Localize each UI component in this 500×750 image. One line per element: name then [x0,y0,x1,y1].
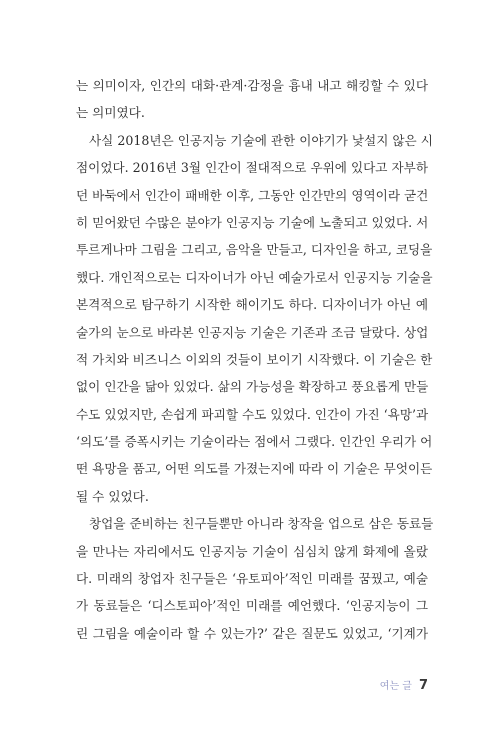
text-line: 는 의미이자, 인간의 대화·관계·감정을 흉내 내고 해킹할 수 있다 [76,78,428,93]
text-line: 다. 미래의 창업자 친구들은 ‘유토피아’적인 미래를 꿈꿨고, 예술 [76,571,428,587]
text-line: 수도 있었지만, 손쉽게 파괴할 수도 있었다. 인간이 가진 ‘욕망’과 [76,406,429,422]
text-line: 린 그림을 예술이라 할 수 있는가?’ 같은 질문도 있었고, ‘기계가 [76,625,428,641]
text-line: 했다. 개인적으로는 디자이너가 아닌 예술가로서 인공지능 기술을 [76,269,433,285]
text-line: 투르게나마 그림을 그리고, 음악을 만들고, 디자인을 하고, 코딩을 [76,242,433,258]
text-line: 을 만나는 자리에서도 인공지능 기술이 심심치 않게 화제에 올랐 [76,543,428,559]
text-line: 사실 2018년은 인공지능 기술에 관한 이야기가 낯설지 않은 시 [89,132,433,148]
text-line: 본격적으로 탐구하기 시작한 해이기도 하다. 디자이너가 아닌 예 [76,297,428,313]
text-line: 적 가치와 비즈니스 이외의 것들이 보이기 시작했다. 이 기술은 한 [76,351,433,367]
page-footer [380,677,428,693]
text-line: 떤 욕망을 품고, 어떤 의도를 가졌는지에 따라 이 기술은 무엇이든 [76,461,433,477]
text-line: 될 수 있었다. [76,488,149,504]
text-line: 던 바둑에서 인간이 패배한 이후, 그동안 인간만의 영역이라 굳건 [76,187,429,203]
text-line: 히 믿어왔던 수많은 분야가 인공지능 기술에 노출되고 있었다. 서 [76,214,429,230]
text-line: 없이 인간을 닮아 있었다. 삶의 가능성을 확장하고 풍요롭게 만들 [76,379,429,395]
text-line: 점이었다. 2016년 3월 인간이 절대적으로 우위에 있다고 자부하 [76,160,428,176]
text-line: 가 동료들은 ‘디스토피아’적인 미래를 예언했다. ‘인공지능이 그 [76,598,428,614]
paragraph-2018 [76,127,433,510]
page-number: 7 [418,678,428,693]
text-line: 술가의 눈으로 바라본 인공지능 기술은 기존과 조금 달랐다. 상업 [76,324,429,340]
text-line: ‘의도’를 증폭시키는 기술이라는 점에서 그랬다. 인간인 우리가 어 [76,434,433,450]
paragraph-continuation [76,72,428,127]
text-line: 창업을 준비하는 친구들뿐만 아니라 창작을 업으로 삼은 동료들 [89,516,434,532]
page-body [76,72,434,647]
paragraph-startup [76,510,434,647]
section-label: 여는 글 [379,681,412,692]
text-line: 는 의미였다. [76,105,145,121]
